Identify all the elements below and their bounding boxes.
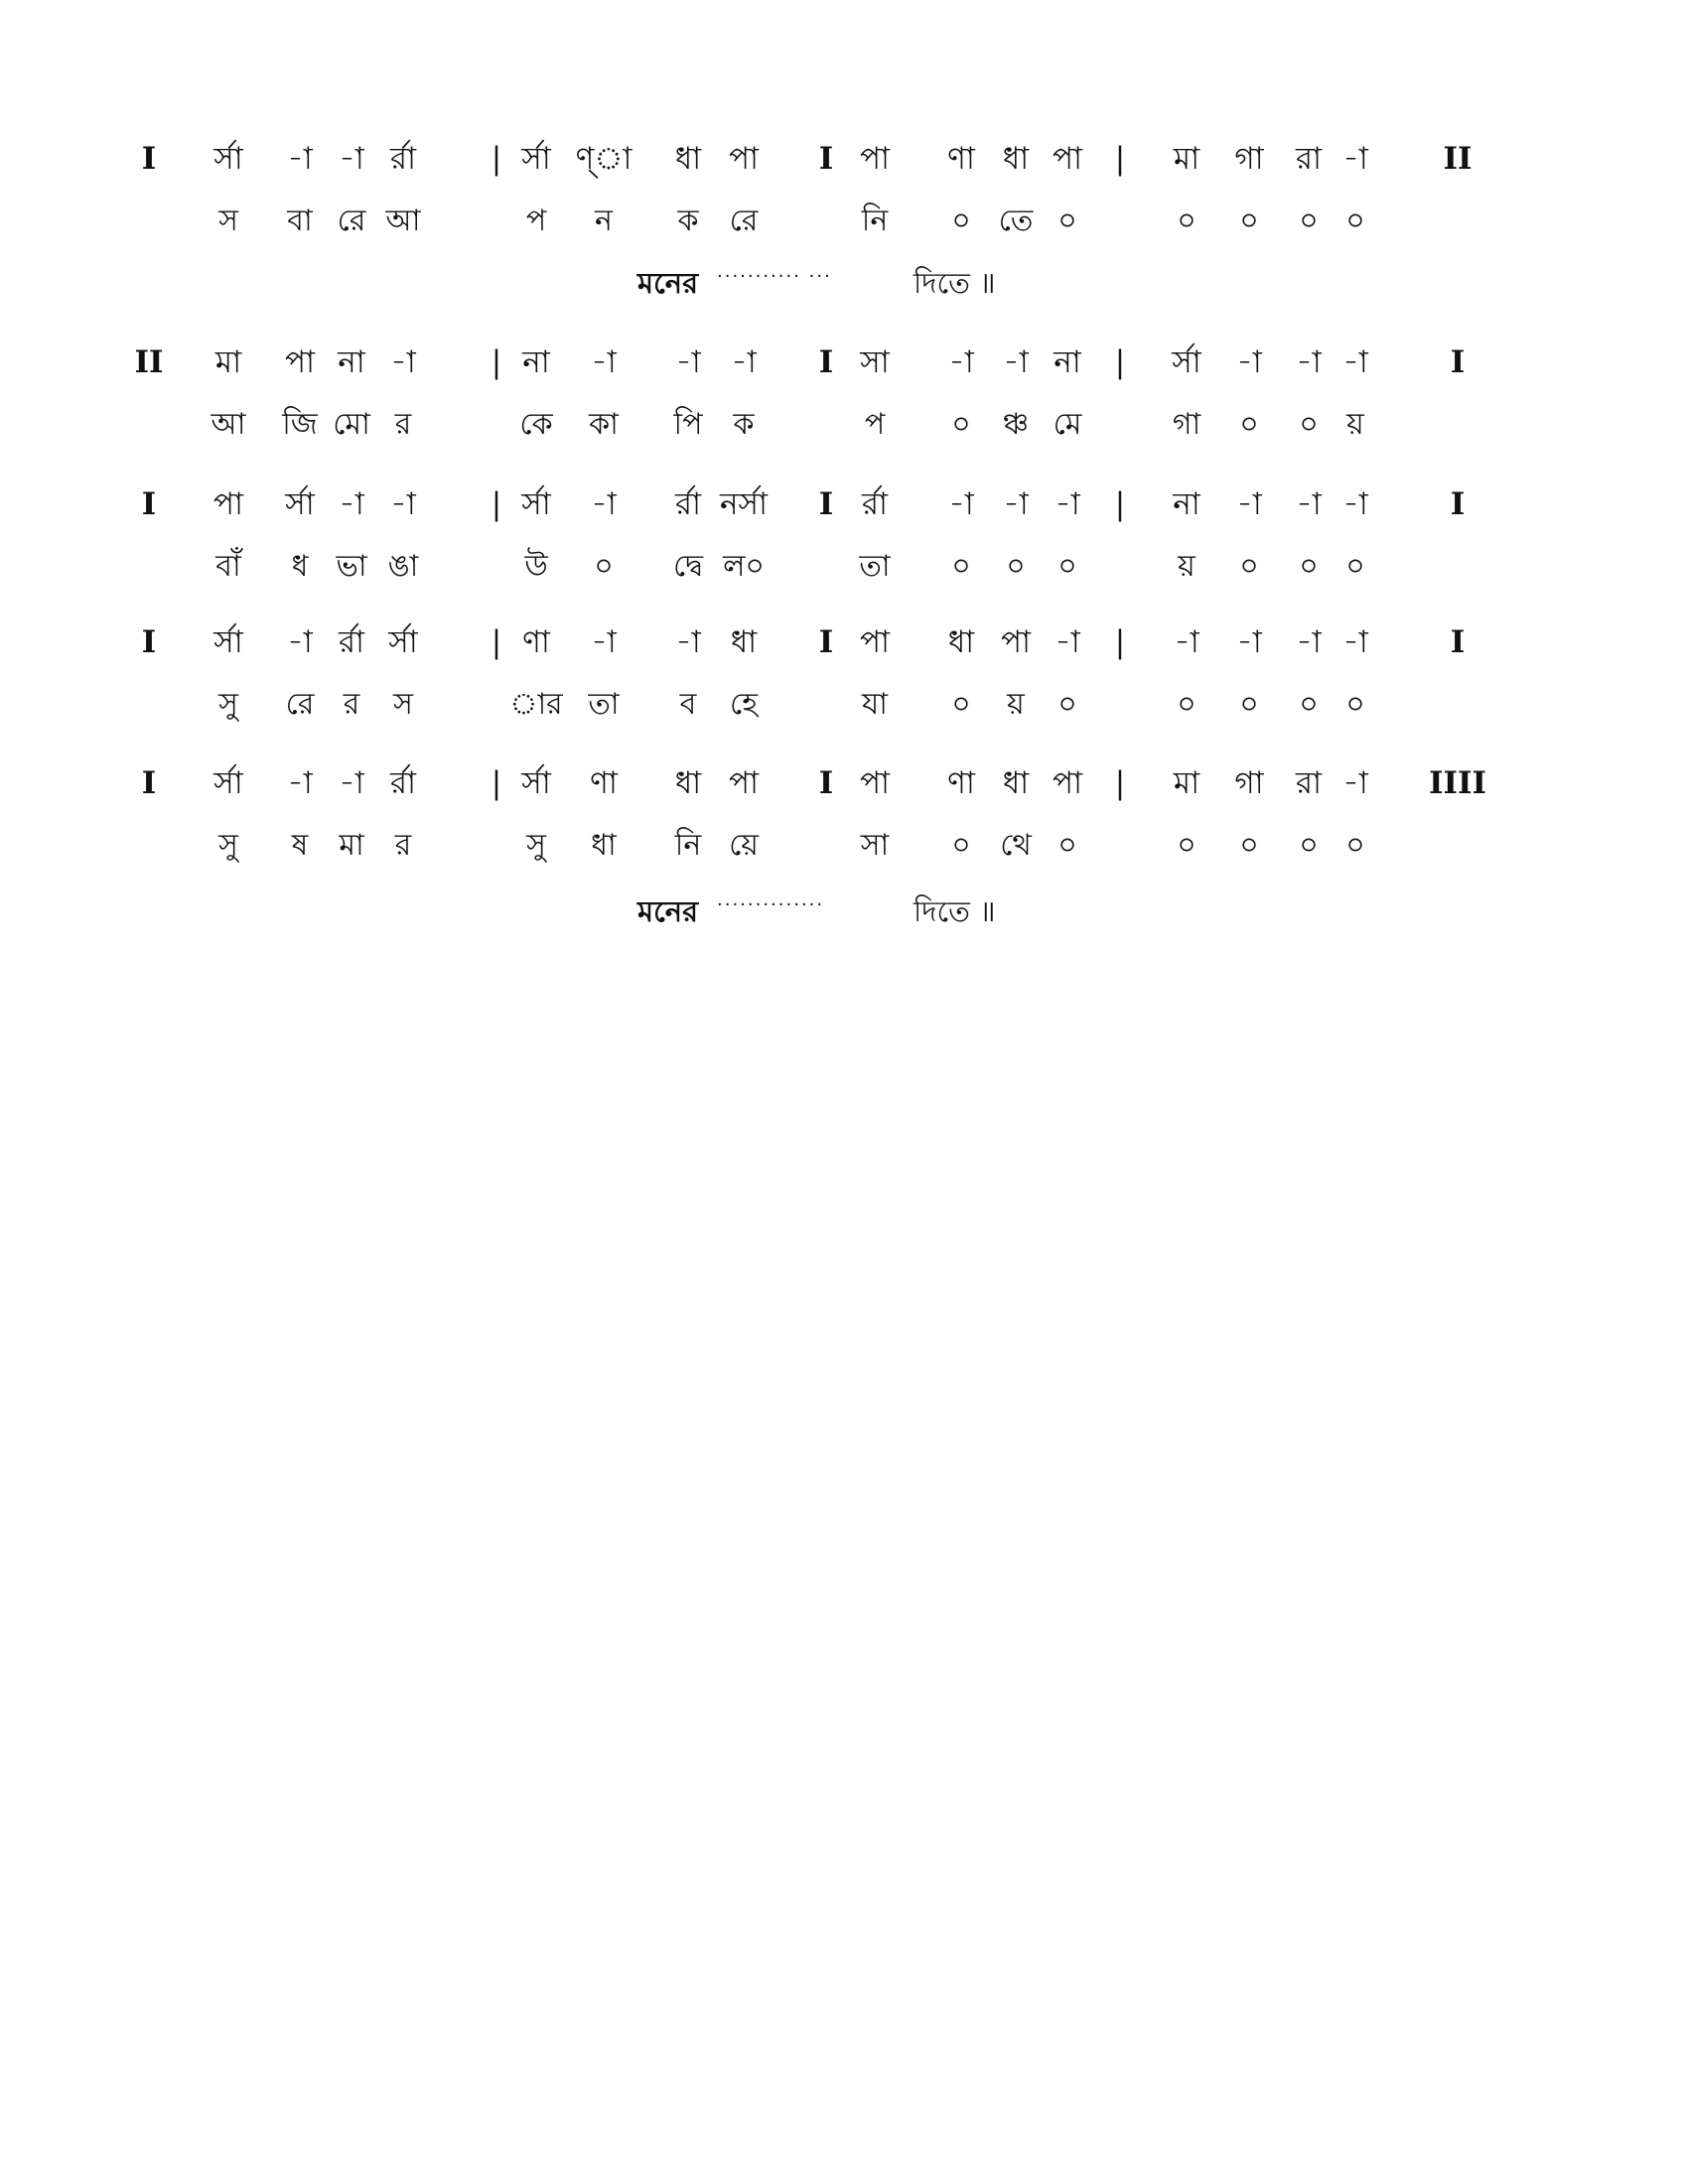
- swara-note: র্রা: [674, 486, 702, 522]
- lyric-syllable: নি: [674, 828, 702, 863]
- swara-note: -া: [1236, 344, 1262, 380]
- lyric-syllable: ০: [1299, 407, 1319, 442]
- lyric-syllable: পি: [673, 407, 703, 442]
- lyric-syllable: স: [393, 687, 413, 722]
- lyric-syllable: ০: [1345, 828, 1365, 863]
- swara-note: না: [1054, 344, 1081, 380]
- swara-note: পা: [859, 141, 891, 177]
- lyric-syllable: তা: [588, 687, 620, 722]
- lyric-syllable: আ: [211, 407, 246, 442]
- lyric-syllable: ০: [951, 549, 971, 584]
- lyric-syllable: ঙা: [387, 549, 419, 584]
- barline-mark: I: [818, 765, 834, 801]
- refrain-dots: ··············: [717, 894, 825, 915]
- swara-note: ণা: [947, 765, 975, 801]
- swara-note: -া: [1055, 486, 1080, 522]
- barline-mark: II: [134, 344, 164, 380]
- lyric-syllable: ল০: [723, 549, 765, 584]
- notation-line: [0, 134, 1688, 184]
- refrain-line: [0, 263, 1688, 303]
- lyric-syllable: আ: [385, 204, 421, 238]
- beat-divider: |: [491, 765, 502, 801]
- lyric-line: [0, 197, 1688, 246]
- lyric-syllable: ০: [1006, 549, 1026, 584]
- lyric-syllable: ০: [1299, 549, 1319, 584]
- lyric-syllable: ০: [1057, 687, 1077, 722]
- lyric-syllable: গা: [1172, 407, 1201, 442]
- lyric-syllable: য়: [1007, 687, 1025, 722]
- beat-divider: |: [491, 344, 502, 380]
- lyric-syllable: বাঁ: [215, 549, 241, 584]
- lyric-syllable: র: [394, 828, 412, 863]
- lyric-syllable: সা: [860, 828, 890, 863]
- lyric-syllable: মো: [333, 407, 370, 442]
- swara-note: ধা: [1002, 141, 1030, 177]
- lyric-syllable: রে: [729, 204, 759, 238]
- lyric-syllable: ০: [951, 204, 971, 238]
- swara-note: -া: [1296, 624, 1322, 660]
- barline-mark: I: [1450, 624, 1466, 660]
- lyric-syllable: যা: [862, 687, 888, 722]
- swara-note: মা: [1173, 765, 1200, 801]
- lyric-syllable: ০: [1177, 828, 1196, 863]
- swara-note: ধা: [1002, 765, 1030, 801]
- swara-note: ধা: [674, 141, 702, 177]
- lyric-line: [0, 680, 1688, 730]
- notation-line: [0, 758, 1688, 808]
- lyric-syllable: নি: [861, 204, 889, 238]
- swara-note: -া: [1296, 486, 1322, 522]
- swara-note: পা: [859, 765, 891, 801]
- swara-note: র্সা: [285, 486, 315, 522]
- swara-note: র্রা: [389, 765, 417, 801]
- swara-note: -া: [948, 344, 974, 380]
- swara-note: পা: [284, 344, 316, 380]
- swara-note: র্রা: [338, 624, 365, 660]
- swara-note: -া: [675, 624, 701, 660]
- swara-note: র্সা: [213, 141, 243, 177]
- swara-note: ণ্া: [575, 141, 633, 177]
- barline-mark: I: [1450, 486, 1466, 522]
- lyric-syllable: ০: [951, 828, 971, 863]
- beat-divider: |: [491, 624, 502, 660]
- lyric-syllable: ধ: [291, 549, 309, 584]
- barline-mark: I: [818, 624, 834, 660]
- swara-note: র্সা: [521, 765, 551, 801]
- notation-line: [0, 338, 1688, 387]
- lyric-syllable: ০: [1299, 204, 1319, 238]
- swara-note: র্সা: [388, 624, 418, 660]
- lyric-syllable: ঞ্চ: [1002, 407, 1030, 442]
- swara-note: পা: [1052, 765, 1083, 801]
- lyric-syllable: থে: [1000, 828, 1032, 863]
- swara-note: -া: [339, 486, 364, 522]
- lyric-syllable: রে: [337, 204, 366, 238]
- lyric-syllable: ০: [951, 407, 971, 442]
- swara-note: -া: [1236, 624, 1262, 660]
- lyric-line: [0, 400, 1688, 450]
- swara-note: গা: [1234, 765, 1264, 801]
- swara-note: পা: [1000, 624, 1032, 660]
- lyric-syllable: মা: [339, 828, 364, 863]
- swara-note: পা: [1052, 141, 1083, 177]
- lyric-syllable: ভা: [336, 549, 367, 584]
- lyric-syllable: দ্বে: [672, 549, 704, 584]
- swara-note: -া: [1003, 344, 1029, 380]
- swara-note: -া: [591, 486, 617, 522]
- refrain-end: দিতে ॥: [914, 266, 996, 300]
- lyric-syllable: ধা: [591, 828, 617, 863]
- barline-mark: II: [1443, 141, 1473, 177]
- lyric-syllable: কা: [589, 407, 619, 442]
- lyric-syllable: ক: [733, 407, 755, 442]
- swara-note: -া: [287, 141, 313, 177]
- beat-divider: |: [1114, 624, 1126, 660]
- barline-mark: I: [141, 765, 157, 801]
- lyric-line: [0, 821, 1688, 871]
- swara-note: র্সা: [213, 765, 243, 801]
- barline-mark: IIII: [1428, 765, 1487, 801]
- swara-note: -া: [675, 344, 701, 380]
- swara-note: -া: [339, 765, 364, 801]
- lyric-syllable: ০: [1345, 687, 1365, 722]
- lyric-syllable: হে: [730, 687, 758, 722]
- lyric-syllable: জি: [282, 407, 318, 442]
- swara-note: রা: [1295, 141, 1323, 177]
- barline-mark: I: [141, 624, 157, 660]
- swara-note: -া: [591, 624, 617, 660]
- swara-note: র্সা: [521, 486, 551, 522]
- refrain-dots: ··········· ···: [717, 266, 832, 287]
- lyric-syllable: ০: [1239, 549, 1259, 584]
- swara-note: রা: [1295, 765, 1323, 801]
- swara-note: -া: [1296, 344, 1322, 380]
- lyric-syllable: ০: [1299, 828, 1319, 863]
- swara-note: নর্সা: [720, 486, 768, 522]
- lyric-syllable: ০: [594, 549, 614, 584]
- swara-note: না: [522, 344, 550, 380]
- swara-note: -া: [339, 141, 364, 177]
- swara-note: র্সা: [521, 141, 551, 177]
- swara-note: -া: [731, 344, 757, 380]
- lyric-syllable: বা: [287, 204, 313, 238]
- lyric-syllable: ০: [1057, 828, 1077, 863]
- lyric-syllable: য়: [1178, 549, 1196, 584]
- lyric-syllable: উ: [524, 549, 548, 584]
- notation-line: [0, 479, 1688, 529]
- swara-note: গা: [1234, 141, 1264, 177]
- swara-note: -া: [1342, 141, 1368, 177]
- barline-mark: I: [1450, 344, 1466, 380]
- swara-note: র্সা: [1172, 344, 1201, 380]
- lyric-syllable: ০: [1057, 549, 1077, 584]
- swara-note: পা: [212, 486, 244, 522]
- swara-note: -া: [1174, 624, 1199, 660]
- lyric-syllable: সু: [218, 687, 238, 722]
- swara-note: -া: [287, 765, 313, 801]
- lyric-syllable: ০: [1239, 828, 1259, 863]
- lyric-syllable: ০: [1345, 204, 1365, 238]
- lyric-syllable: ০: [1345, 549, 1365, 584]
- lyric-syllable: মে: [1053, 407, 1082, 442]
- swara-note: -া: [1236, 486, 1262, 522]
- swara-note: মা: [214, 344, 242, 380]
- lyric-syllable: প: [864, 407, 886, 442]
- swara-note: -া: [1342, 765, 1368, 801]
- swara-note: ণা: [590, 765, 618, 801]
- swara-note: না: [338, 344, 365, 380]
- lyric-syllable: ০: [1177, 687, 1196, 722]
- swara-note: ণা: [522, 624, 550, 660]
- lyric-syllable: ০: [1239, 687, 1259, 722]
- beat-divider: |: [491, 141, 502, 177]
- lyric-syllable: ০: [1239, 407, 1259, 442]
- refrain-start: মনের: [637, 266, 699, 300]
- barline-mark: I: [818, 141, 834, 177]
- lyric-syllable: য়ে: [729, 828, 759, 863]
- lyric-syllable: ব: [679, 687, 697, 722]
- swara-note: র্রা: [861, 486, 889, 522]
- lyric-syllable: ০: [951, 687, 971, 722]
- barline-mark: I: [141, 486, 157, 522]
- swara-note: -া: [1342, 486, 1368, 522]
- beat-divider: |: [491, 486, 502, 522]
- lyric-syllable: র: [343, 687, 360, 722]
- lyric-syllable: ০: [1057, 204, 1077, 238]
- swara-note: পা: [728, 141, 760, 177]
- swara-note: -া: [948, 486, 974, 522]
- swara-note: সা: [860, 344, 890, 380]
- barline-mark: I: [818, 486, 834, 522]
- lyric-syllable: রে: [285, 687, 315, 722]
- swara-note: -া: [1342, 624, 1368, 660]
- refrain-end: দিতে ॥: [914, 894, 996, 928]
- swara-note: ধা: [730, 624, 758, 660]
- swara-note: -া: [1003, 486, 1029, 522]
- refrain-start: মনের: [637, 894, 699, 928]
- swara-note: র্রা: [389, 141, 417, 177]
- swara-note: -া: [1342, 344, 1368, 380]
- swara-note: ধা: [947, 624, 975, 660]
- swara-note: -া: [390, 344, 416, 380]
- refrain-line: [0, 891, 1688, 931]
- swara-note: ধা: [674, 765, 702, 801]
- lyric-syllable: ষ: [291, 828, 309, 863]
- swara-note: -া: [591, 344, 617, 380]
- lyric-syllable: সু: [526, 828, 546, 863]
- swara-note: পা: [859, 624, 891, 660]
- lyric-syllable: প: [525, 204, 547, 238]
- swara-note: -া: [1055, 624, 1080, 660]
- beat-divider: |: [1114, 765, 1126, 801]
- lyric-syllable: স: [218, 204, 238, 238]
- swara-note: ণা: [947, 141, 975, 177]
- beat-divider: |: [1114, 141, 1126, 177]
- swara-note: -া: [390, 486, 416, 522]
- swara-note: না: [1173, 486, 1200, 522]
- lyric-line: [0, 542, 1688, 592]
- swara-note: র্সা: [213, 624, 243, 660]
- lyric-syllable: ০: [1299, 687, 1319, 722]
- swara-note: পা: [728, 765, 760, 801]
- lyric-syllable: তা: [859, 549, 891, 584]
- lyric-syllable: র: [394, 407, 412, 442]
- lyric-syllable: ০: [1239, 204, 1259, 238]
- lyric-syllable: ক: [677, 204, 699, 238]
- lyric-syllable: ন: [595, 204, 613, 238]
- lyric-syllable: কে: [519, 407, 553, 442]
- lyric-syllable: ার: [509, 687, 563, 722]
- swara-note: মা: [1173, 141, 1200, 177]
- swara-note: -া: [287, 624, 313, 660]
- barline-mark: I: [141, 141, 157, 177]
- lyric-syllable: তে: [998, 204, 1034, 238]
- lyric-syllable: সু: [218, 828, 238, 863]
- beat-divider: |: [1114, 344, 1126, 380]
- notation-line: [0, 617, 1688, 667]
- beat-divider: |: [1114, 486, 1126, 522]
- barline-mark: I: [818, 344, 834, 380]
- lyric-syllable: য়: [1346, 407, 1364, 442]
- lyric-syllable: ০: [1177, 204, 1196, 238]
